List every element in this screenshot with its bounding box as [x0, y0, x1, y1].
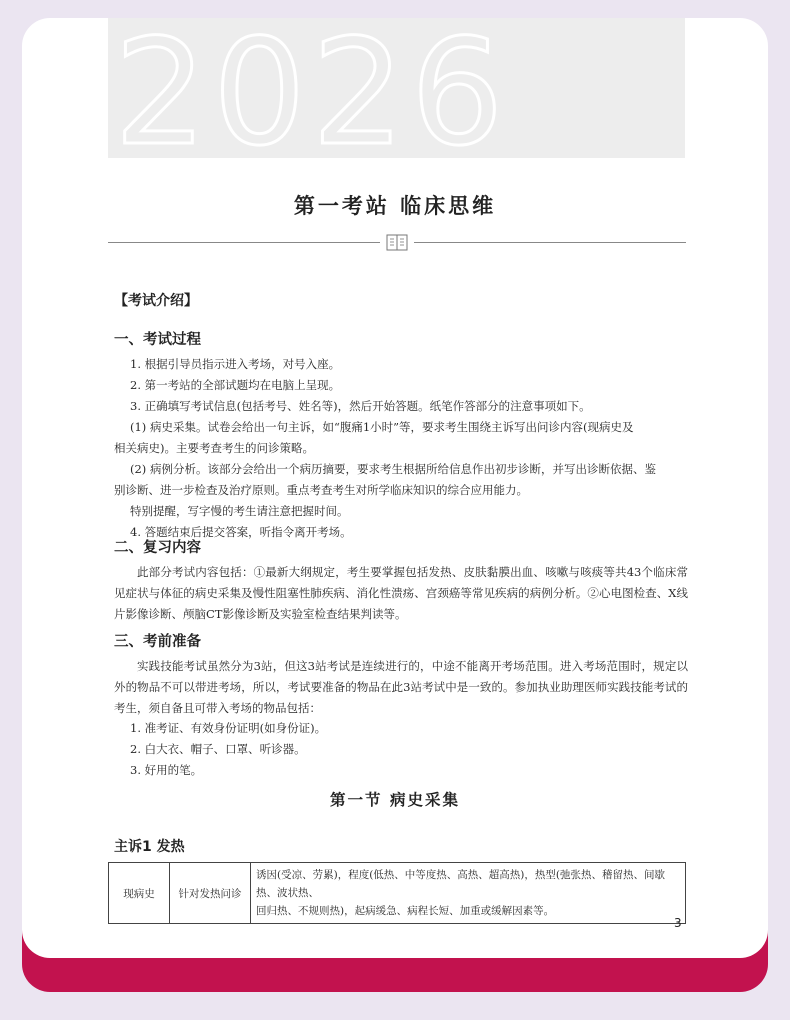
process-line-4: (1) 病史采集。试卷会给出一句主诉，如“腹痛1小时”等，要求考生围绕主诉写出问诊内容(现病史及	[130, 420, 634, 434]
prep-item-2: 2. 白大衣、帽子、口罩、听诊器。	[130, 742, 306, 756]
history-table	[108, 862, 686, 924]
prep-paragraph: 实践技能考试虽然分为3站，但这3站考试是连续进行的，中途不能离开考场范围。进入考场范围时，规定以外的物品不可以带进考场，所以，考试要准备的物品在此3站考试中是一致的。参加执业助理医师实践技能考试的考生，须自备且可带入考场的物品包括：	[114, 659, 688, 715]
process-line-6: (2) 病例分析。该部分会给出一个病历摘要，要求考生根据所给信息作出初步诊断，并写出诊断依据、鉴	[130, 462, 656, 476]
section-title: 第一节 病史采集	[330, 790, 460, 809]
table-content-line-1: 诱因(受凉、劳累)，程度(低热、中等度热、高热、超高热)，热型(弛张热、稽留热、间歇热、波状热、	[256, 869, 665, 899]
table-cell-category: 现病史	[109, 863, 170, 924]
table-cell-topic: 针对发热问诊	[170, 863, 251, 924]
prep-heading: 三、考前准备	[114, 634, 201, 650]
review-heading: 二、复习内容	[114, 540, 201, 556]
divider-right	[414, 242, 686, 243]
table-cell-content	[251, 863, 686, 924]
process-line-5: 相关病史)。主要考查考生的问诊策略。	[114, 441, 314, 455]
prep-item-1: 1. 准考证、有效身份证明(如身份证)。	[130, 721, 327, 735]
year-banner	[108, 18, 685, 158]
process-line-9: 4. 答题结束后提交答案，听指令离开考场。	[130, 525, 352, 539]
process-line-8: 特别提醒，写字慢的考生请注意把握时间。	[130, 504, 349, 518]
document-page	[22, 18, 768, 958]
complaint-title: 主诉1 发热	[114, 839, 185, 855]
table-content-line-2: 回归热、不规则热)，起病缓急、病程长短、加重或缓解因素等。	[256, 905, 555, 917]
year-watermark: 2026	[114, 18, 510, 158]
process-line-2: 2. 第一考站的全部试题均在电脑上呈现。	[130, 378, 341, 392]
process-line-7: 别诊断、进一步检查及治疗原则。重点考查考生对所学临床知识的综合应用能力。	[114, 483, 528, 497]
table-row	[109, 863, 686, 924]
book-icon	[386, 234, 408, 251]
intro-heading: 【考试介绍】	[114, 293, 198, 309]
process-line-1: 1. 根据引导员指示进入考场，对号入座。	[130, 357, 341, 371]
process-heading: 一、考试过程	[114, 332, 201, 348]
divider-left	[108, 242, 380, 243]
page-number: 3	[674, 916, 682, 930]
chapter-title: 第一考站 临床思维	[293, 194, 497, 218]
process-line-3: 3. 正确填写考试信息(包括考号、姓名等)，然后开始答题。纸笔作答部分的注意事项如下。	[130, 399, 591, 413]
review-paragraph: 此部分考试内容包括：①最新大纲规定，考生要掌握包括发热、皮肤黏膜出血、咳嗽与咳痰等共43个临床常见症状与体征的病史采集及慢性阻塞性肺疾病、消化性溃疡、宫颈癌等常见疾病的病例分析。②心电图检查、X线片影像诊断、颅脑CT影像诊断及实验室检查结果判读等。	[114, 565, 688, 621]
prep-item-3: 3. 好用的笔。	[130, 763, 203, 777]
